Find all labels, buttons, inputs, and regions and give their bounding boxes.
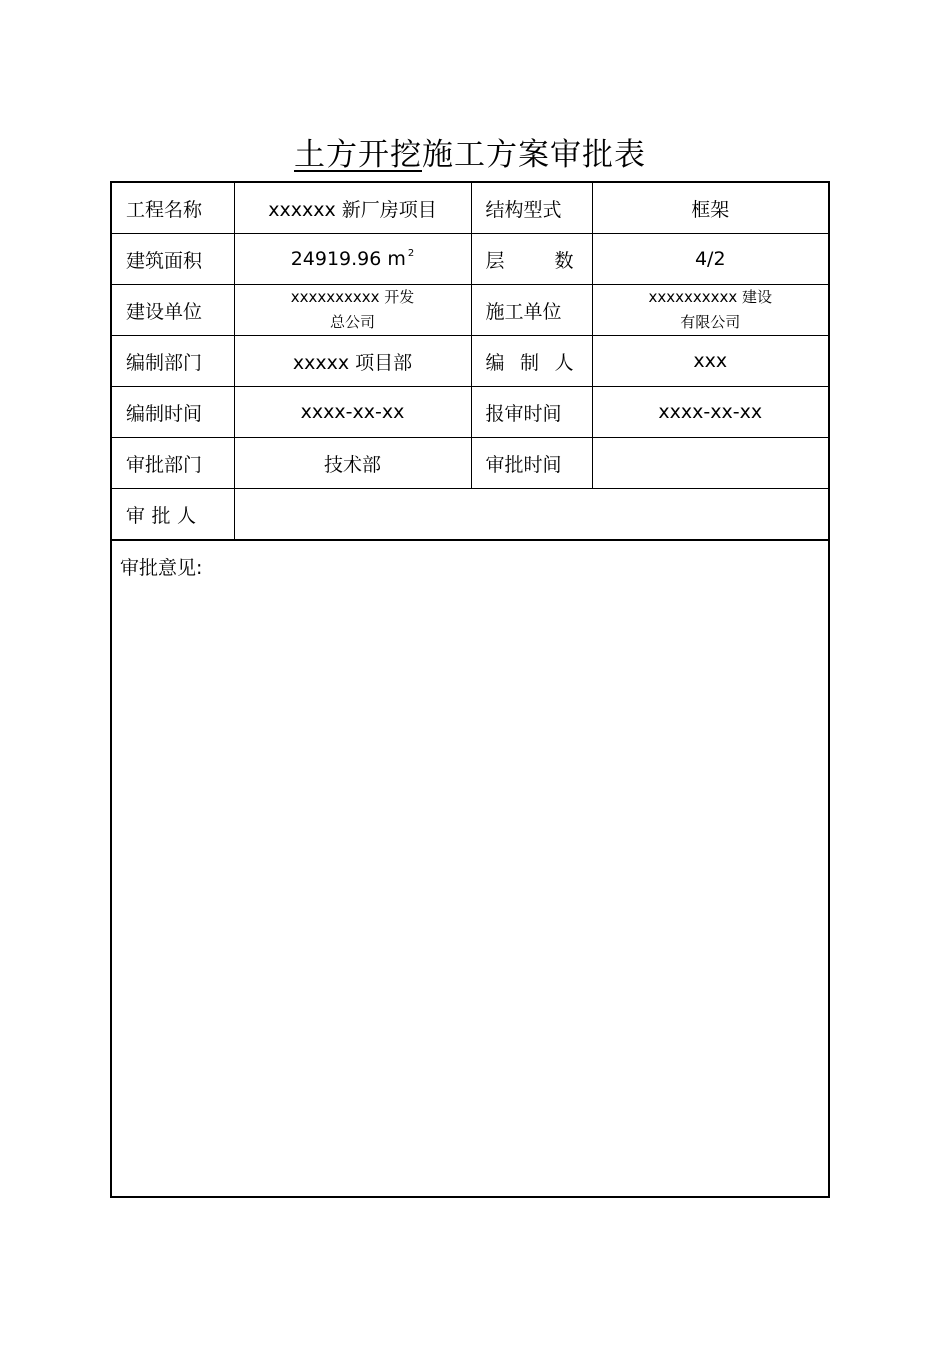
table-row	[112, 183, 828, 234]
owner-value-cell	[234, 285, 471, 336]
title-rest: 施工方案审批表	[422, 137, 646, 173]
area-value: 24919.96 m	[290, 248, 406, 270]
table-row	[112, 336, 828, 387]
approver-label-a: 审	[126, 504, 146, 527]
contractor-label: 施工单位	[471, 285, 592, 336]
author-label-cell	[471, 336, 592, 387]
author-value: xxx	[592, 336, 828, 387]
floors-value: 4/2	[592, 234, 828, 285]
owner-value-line1: xxxxxxxxxx 开发	[290, 288, 415, 306]
project-name-label: 工程名称	[112, 183, 234, 234]
floors-label-b: 数	[554, 249, 574, 272]
info-table	[112, 183, 828, 541]
submit-time-label: 报审时间	[471, 387, 592, 438]
area-label: 建筑面积	[112, 234, 234, 285]
approve-time-label: 审批时间	[471, 438, 592, 489]
approver-label-cell	[112, 489, 234, 541]
approver-value	[234, 489, 828, 541]
table-row	[112, 438, 828, 489]
title-underlined: 土方开挖	[294, 137, 422, 173]
author-label-c: 人	[554, 351, 574, 374]
owner-value-line2: 总公司	[329, 313, 375, 331]
dept-label: 编制部门	[112, 336, 234, 387]
approve-dept-value: 技术部	[234, 438, 471, 489]
approval-form	[110, 181, 830, 1198]
project-name-value: xxxxxx 新厂房项目	[234, 183, 471, 234]
contractor-value-cell	[592, 285, 828, 336]
floors-label-a: 层	[485, 249, 505, 272]
structure-label: 结构型式	[471, 183, 592, 234]
table-row	[112, 387, 828, 438]
page-title	[110, 134, 830, 176]
submit-time-value: xxxx-xx-xx	[592, 387, 828, 438]
approve-time-value	[592, 438, 828, 489]
floors-label-cell	[471, 234, 592, 285]
table-row	[112, 285, 828, 336]
table-row	[112, 489, 828, 541]
author-label-b: 制	[519, 351, 539, 374]
approve-dept-label: 审批部门	[112, 438, 234, 489]
area-value-cell	[234, 234, 471, 285]
approver-label-c: 人	[176, 504, 196, 527]
area-unit-superscript: 2	[407, 248, 415, 259]
contractor-value-line1: xxxxxxxxxx 建设	[648, 288, 773, 306]
owner-label: 建设单位	[112, 285, 234, 336]
structure-value: 框架	[592, 183, 828, 234]
author-label-a: 编	[485, 351, 505, 374]
opinion-label: 审批意见:	[120, 557, 203, 579]
approver-label-b: 批	[151, 504, 171, 527]
dept-value: xxxxx 项目部	[234, 336, 471, 387]
compile-time-label: 编制时间	[112, 387, 234, 438]
compile-time-value: xxxx-xx-xx	[234, 387, 471, 438]
contractor-value-line2: 有限公司	[680, 313, 741, 331]
table-row	[112, 234, 828, 285]
